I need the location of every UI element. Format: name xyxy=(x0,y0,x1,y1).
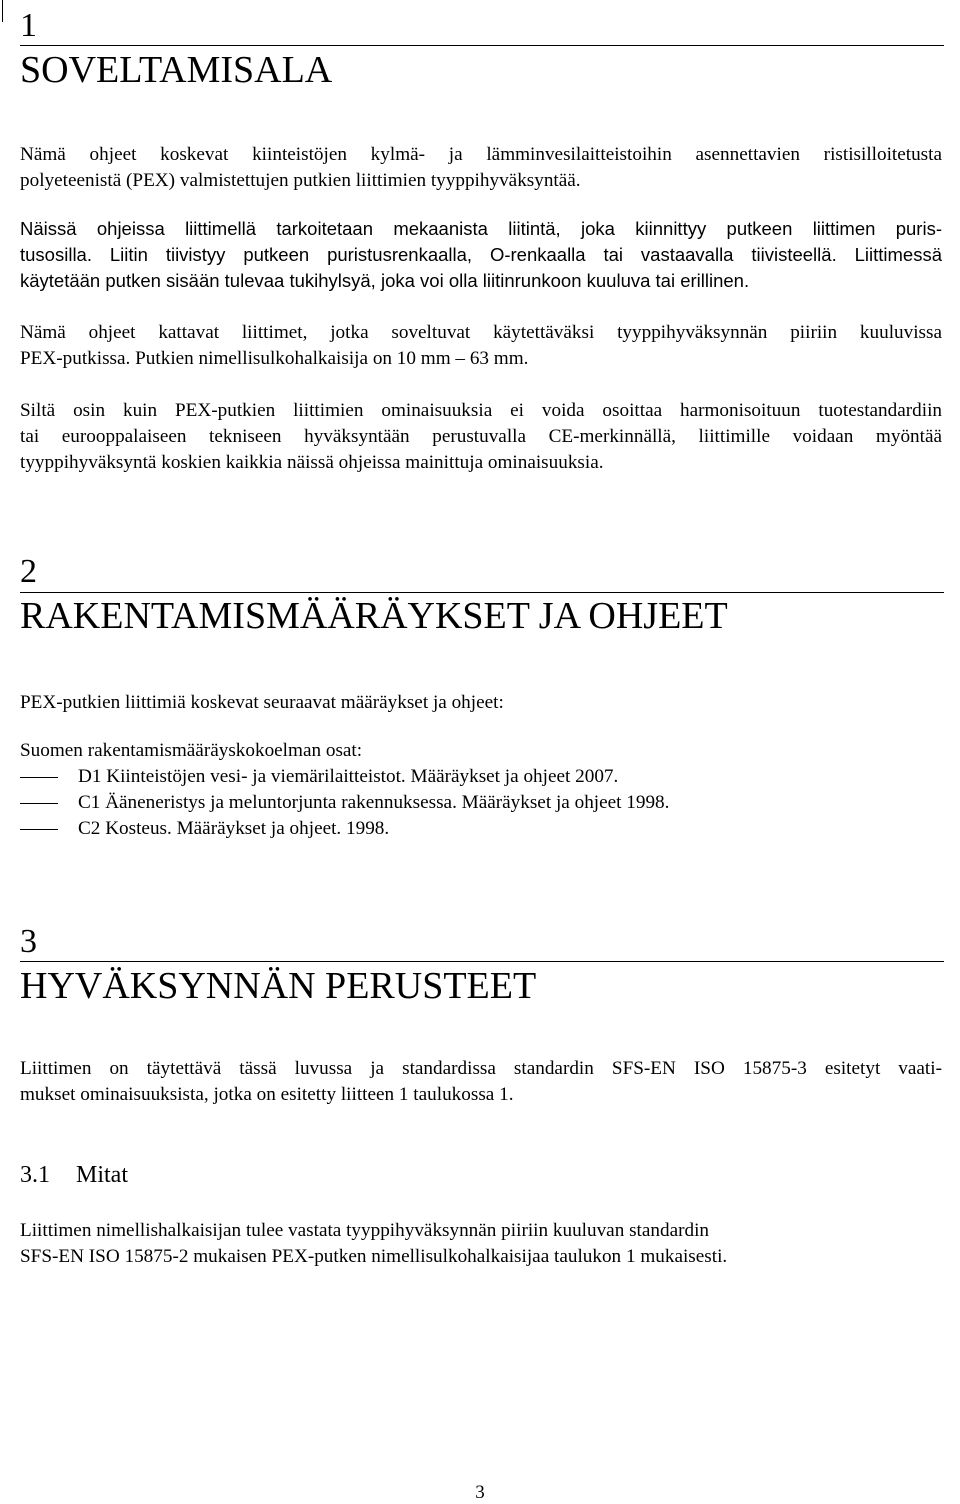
section-1-paragraph-4 xyxy=(20,398,942,476)
section-1-paragraph-1 xyxy=(20,142,942,194)
section-3-rule xyxy=(20,961,944,962)
dash-bullet xyxy=(20,829,58,830)
section-2-list-heading xyxy=(20,738,942,764)
text-line: Liittimen on täytettävä tässä luvussa ja standardissa standardin SFS-EN ISO 15875-3 esitetyt vaati- xyxy=(20,1058,942,1079)
text-line: PEX-putkien liittimiä koskevat seuraavat määräykset ja ohjeet: xyxy=(20,692,504,713)
section-2-rule xyxy=(20,592,944,593)
subsection-number: 3.1 xyxy=(20,1162,50,1188)
section-3-paragraph-1 xyxy=(20,1056,942,1108)
section-2-intro xyxy=(20,690,942,716)
list-item-text: C2 Kosteus. Määräykset ja ohjeet. 1998. xyxy=(78,818,390,839)
section-1-paragraph-3 xyxy=(20,320,942,372)
text-line: Liittimen nimellishalkaisijan tulee vastata tyyppihyväksynnän piiriin kuuluvan standardin xyxy=(20,1220,710,1241)
page-edge-line xyxy=(2,0,3,22)
text-line: tusosilla. Liitin tiivistyy putkeen puristusrenkaalla, O-renkaalla tai vastaavalla tiivisteellä. Liittimessä xyxy=(20,244,942,265)
section-2-title: RAKENTAMISMÄÄRÄYKSET JA OHJEET xyxy=(20,595,728,637)
text-line: mukset ominaisuuksista, jotka on esitetty liitteen 1 taulukossa 1. xyxy=(20,1084,514,1105)
text-line: Nämä ohjeet kattavat liittimet, jotka soveltuvat käytettäväksi tyyppihyväksynnän piiriin kuuluvissa xyxy=(20,322,942,343)
text-line: Siltä osin kuin PEX-putkien liittimien ominaisuuksia ei voida osoittaa harmonisoituun tuotestandardiin xyxy=(20,400,942,421)
text-line: käytetään putken sisään tulevaa tukihylsyä, joka voi olla liitinrunkoon kuuluva tai erillinen. xyxy=(20,270,750,291)
text-line: tyyppihyväksyntä koskien kaikkia näissä ohjeissa mainittuja ominaisuuksia. xyxy=(20,452,604,473)
text-line: Suomen rakentamismääräyskokoelman osat: xyxy=(20,740,363,761)
page-number: 3 xyxy=(475,1482,485,1503)
list-item-text: C1 Ääneneristys ja meluntorjunta rakennuksessa. Määräykset ja ohjeet 1998. xyxy=(78,792,670,813)
dash-bullet xyxy=(20,777,58,778)
subsection-3-1-paragraph xyxy=(20,1218,942,1270)
section-2-number: 2 xyxy=(20,553,37,590)
text-line: polyeteenistä (PEX) valmistettujen putkien liittimien tyyppihyväksyntää. xyxy=(20,170,581,191)
subsection-title: Mitat xyxy=(76,1162,128,1188)
section-1-paragraph-2 xyxy=(20,216,942,294)
text-line: PEX-putkissa. Putkien nimellisulkohalkaisija on 10 mm – 63 mm. xyxy=(20,348,529,369)
list-item-text: D1 Kiinteistöjen vesi- ja viemärilaitteistot. Määräykset ja ohjeet 2007. xyxy=(78,766,619,787)
section-1-rule xyxy=(20,45,944,46)
text-line: SFS-EN ISO 15875-2 mukaisen PEX-putken nimellisulkohalkaisijaa taulukon 1 mukaisesti. xyxy=(20,1246,728,1267)
text-line: Nämä ohjeet koskevat kiinteistöjen kylmä- ja lämminvesilaitteistoihin asennettavien ristisilloitetusta xyxy=(20,144,942,165)
subsection-3-1-heading xyxy=(20,1160,128,1190)
section-1-title: SOVELTAMISALA xyxy=(20,49,333,91)
text-line: tai eurooppalaiseen tekniseen hyväksyntään perustuvalla CE-merkinnällä, liittimille voidaan myöntää xyxy=(20,426,942,447)
text-line: Näissä ohjeissa liittimellä tarkoitetaan mekaanista liitintä, joka kiinnittyy putkeen liittimen puris- xyxy=(20,218,942,239)
section-3-title: HYVÄKSYNNÄN PERUSTEET xyxy=(20,965,537,1007)
section-3-number: 3 xyxy=(20,923,37,960)
dash-bullet xyxy=(20,803,58,804)
section-1-number: 1 xyxy=(20,7,37,44)
